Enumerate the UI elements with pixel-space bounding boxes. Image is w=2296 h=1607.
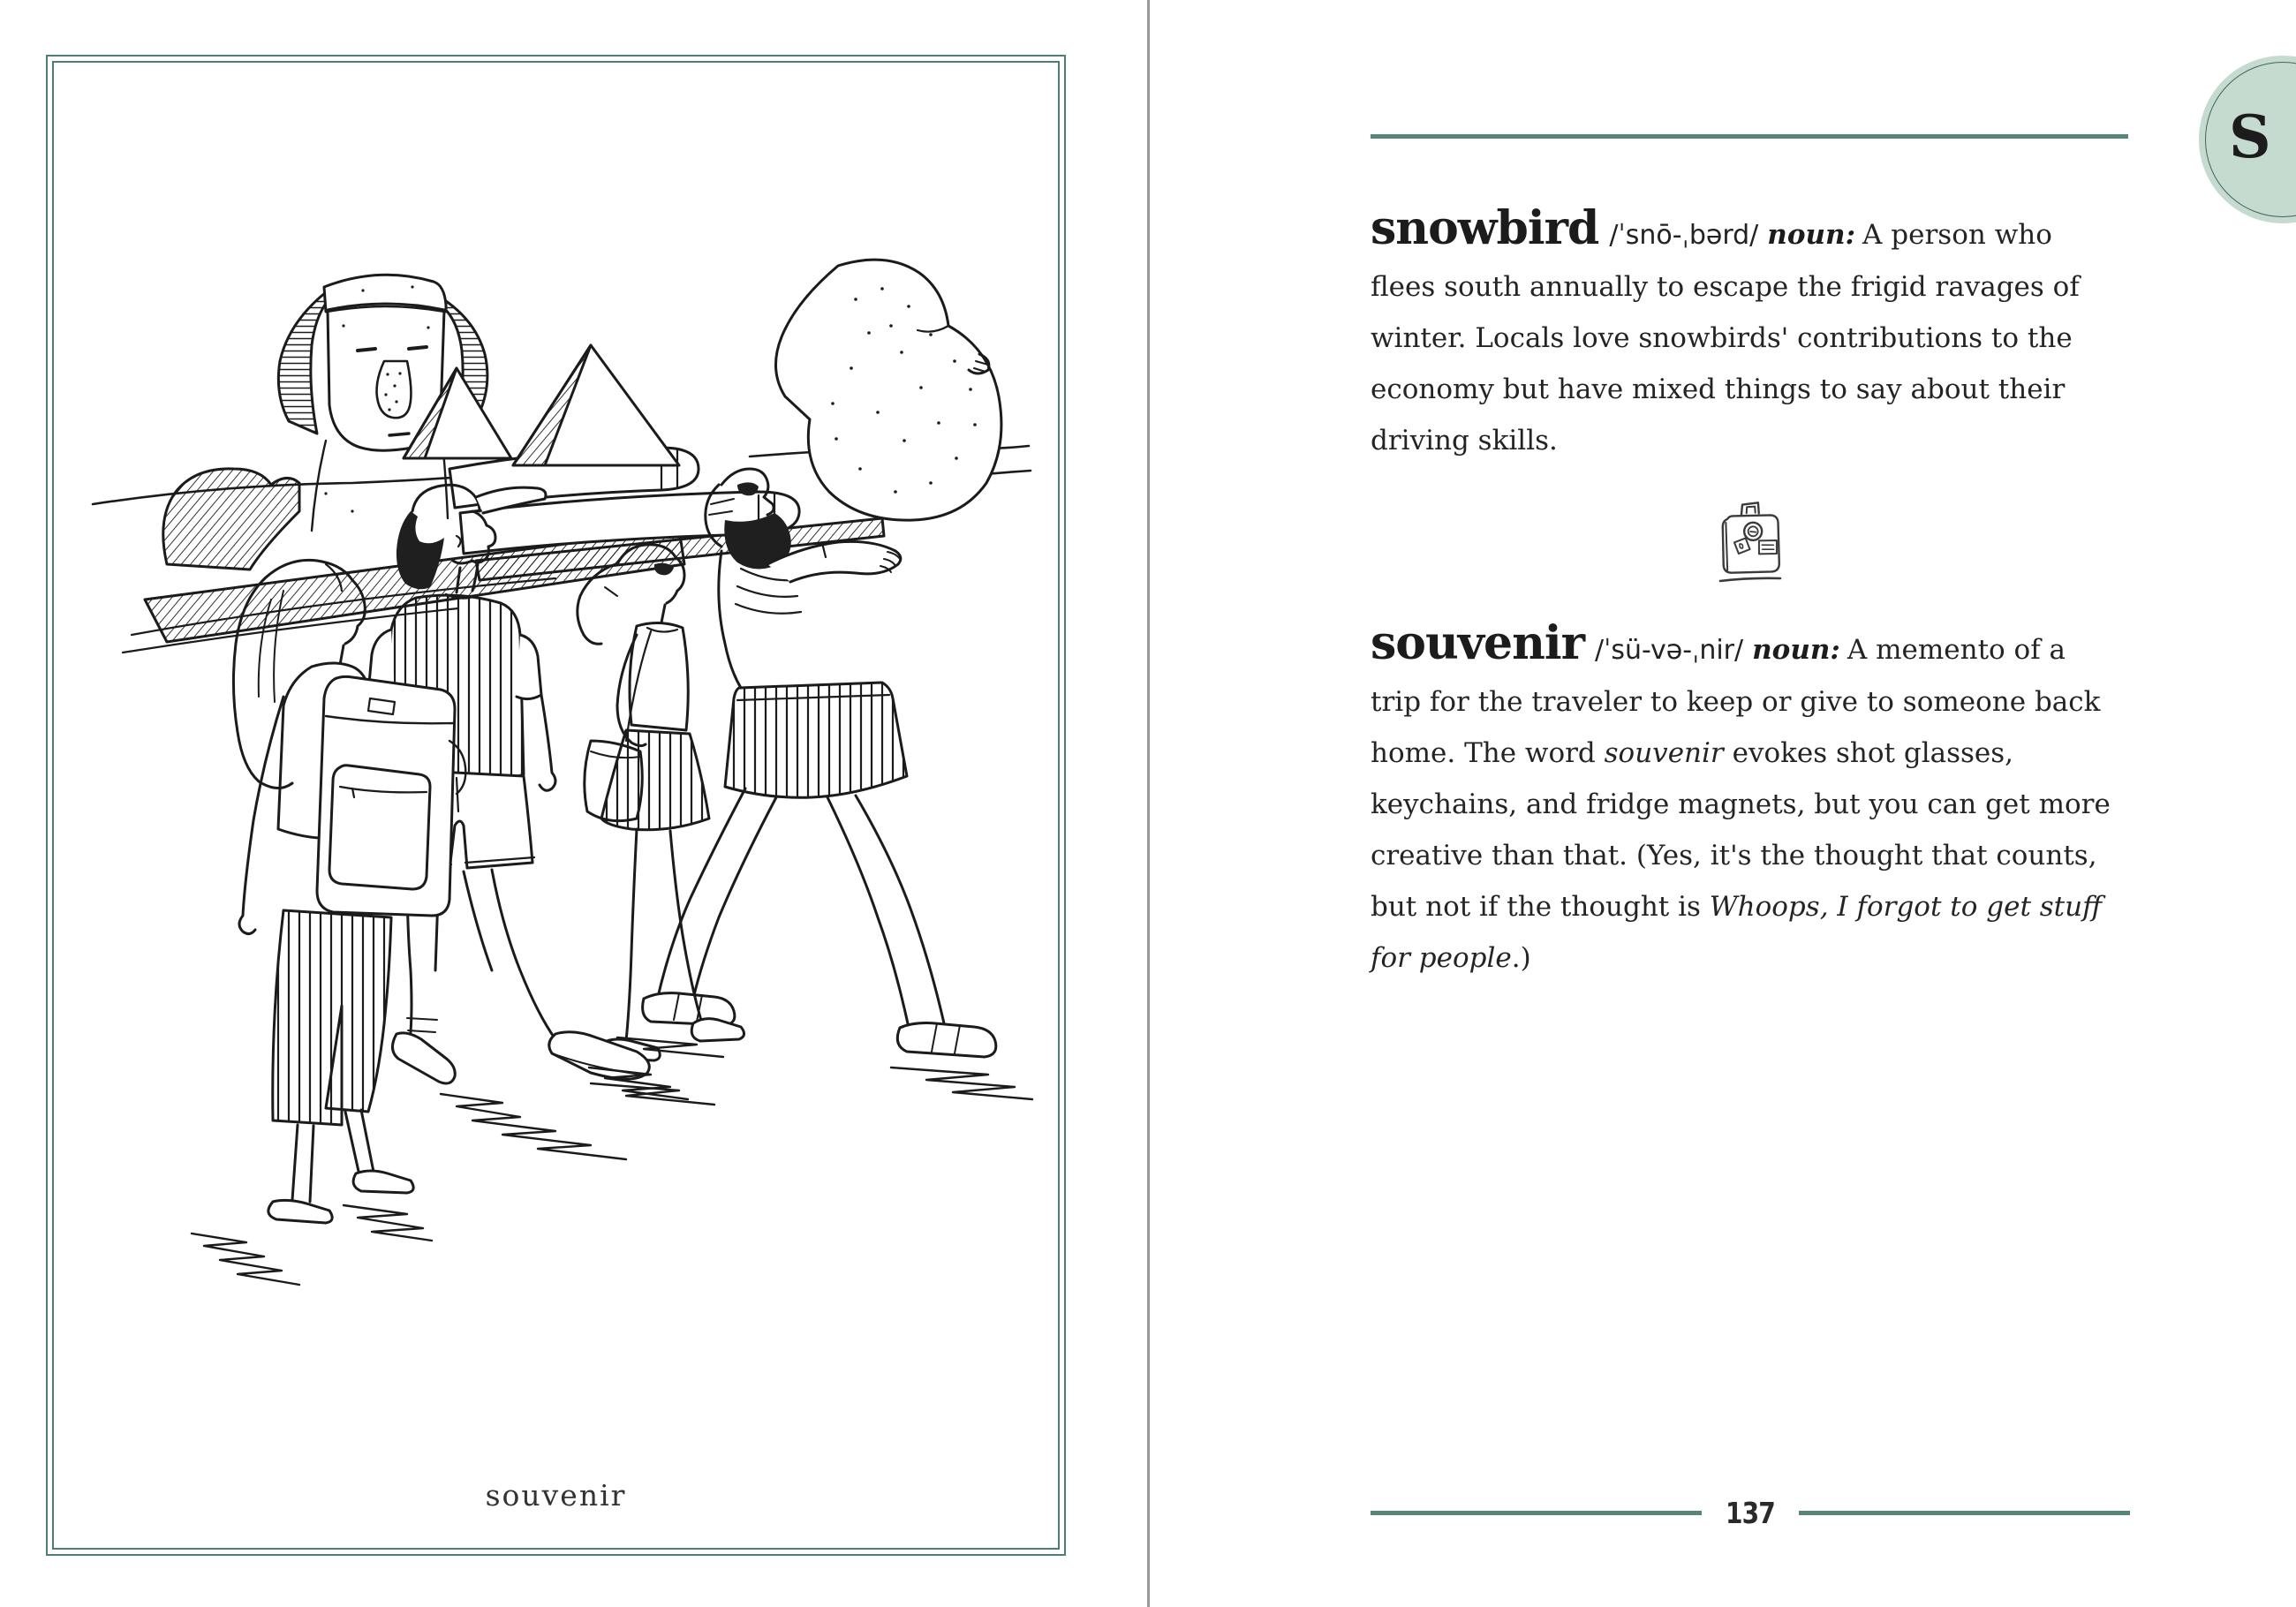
- header-rule: [1371, 134, 2128, 139]
- pronunciation: /ˈsnō-ˌbərd/: [1609, 220, 1759, 251]
- entry-snowbird: [1371, 203, 2123, 466]
- suitcase-icon: [1717, 500, 1786, 585]
- illustration-caption: souvenir: [485, 1478, 627, 1513]
- footer-rule-right: [1799, 1511, 2130, 1515]
- part-of-speech: noun:: [1752, 634, 1840, 666]
- definition: A person who flees south annually to escape the frigid ravages of winter. Locals love snowbirds' contributions to the economy but have mixed things to say about their driving skills.: [1371, 219, 2080, 456]
- page-number: 137: [1726, 1496, 1776, 1530]
- giant-rock: [775, 260, 1001, 520]
- section-tab: [2199, 56, 2296, 223]
- headword: souvenir: [1371, 616, 1585, 670]
- entry-souvenir: [1371, 618, 2123, 984]
- definition: A memento of a trip for the traveler to keep or give to someone back home. The word souvenir evokes shot glasses, keychains, and fridge magnets, but you can get more creative than that. (Yes, it's the thought that counts, but not if the thought is Whoops, I forgot to get stuff for people.): [1371, 634, 2111, 974]
- part-of-speech: noun:: [1767, 219, 1856, 251]
- section-letter: S: [2229, 102, 2271, 171]
- illustration-sphinx-tourists: [61, 70, 1054, 1447]
- headword: snowbird: [1371, 201, 1599, 255]
- page-footer: [1371, 1496, 2130, 1530]
- illustration-frame-inner: [52, 61, 1060, 1550]
- right-page: [1148, 0, 2296, 1607]
- footer-rule-left: [1371, 1511, 1702, 1515]
- illustration-frame: [46, 55, 1066, 1556]
- pronunciation: /ˈsü-və-ˌnir/: [1595, 635, 1744, 666]
- pyramids: [404, 345, 679, 465]
